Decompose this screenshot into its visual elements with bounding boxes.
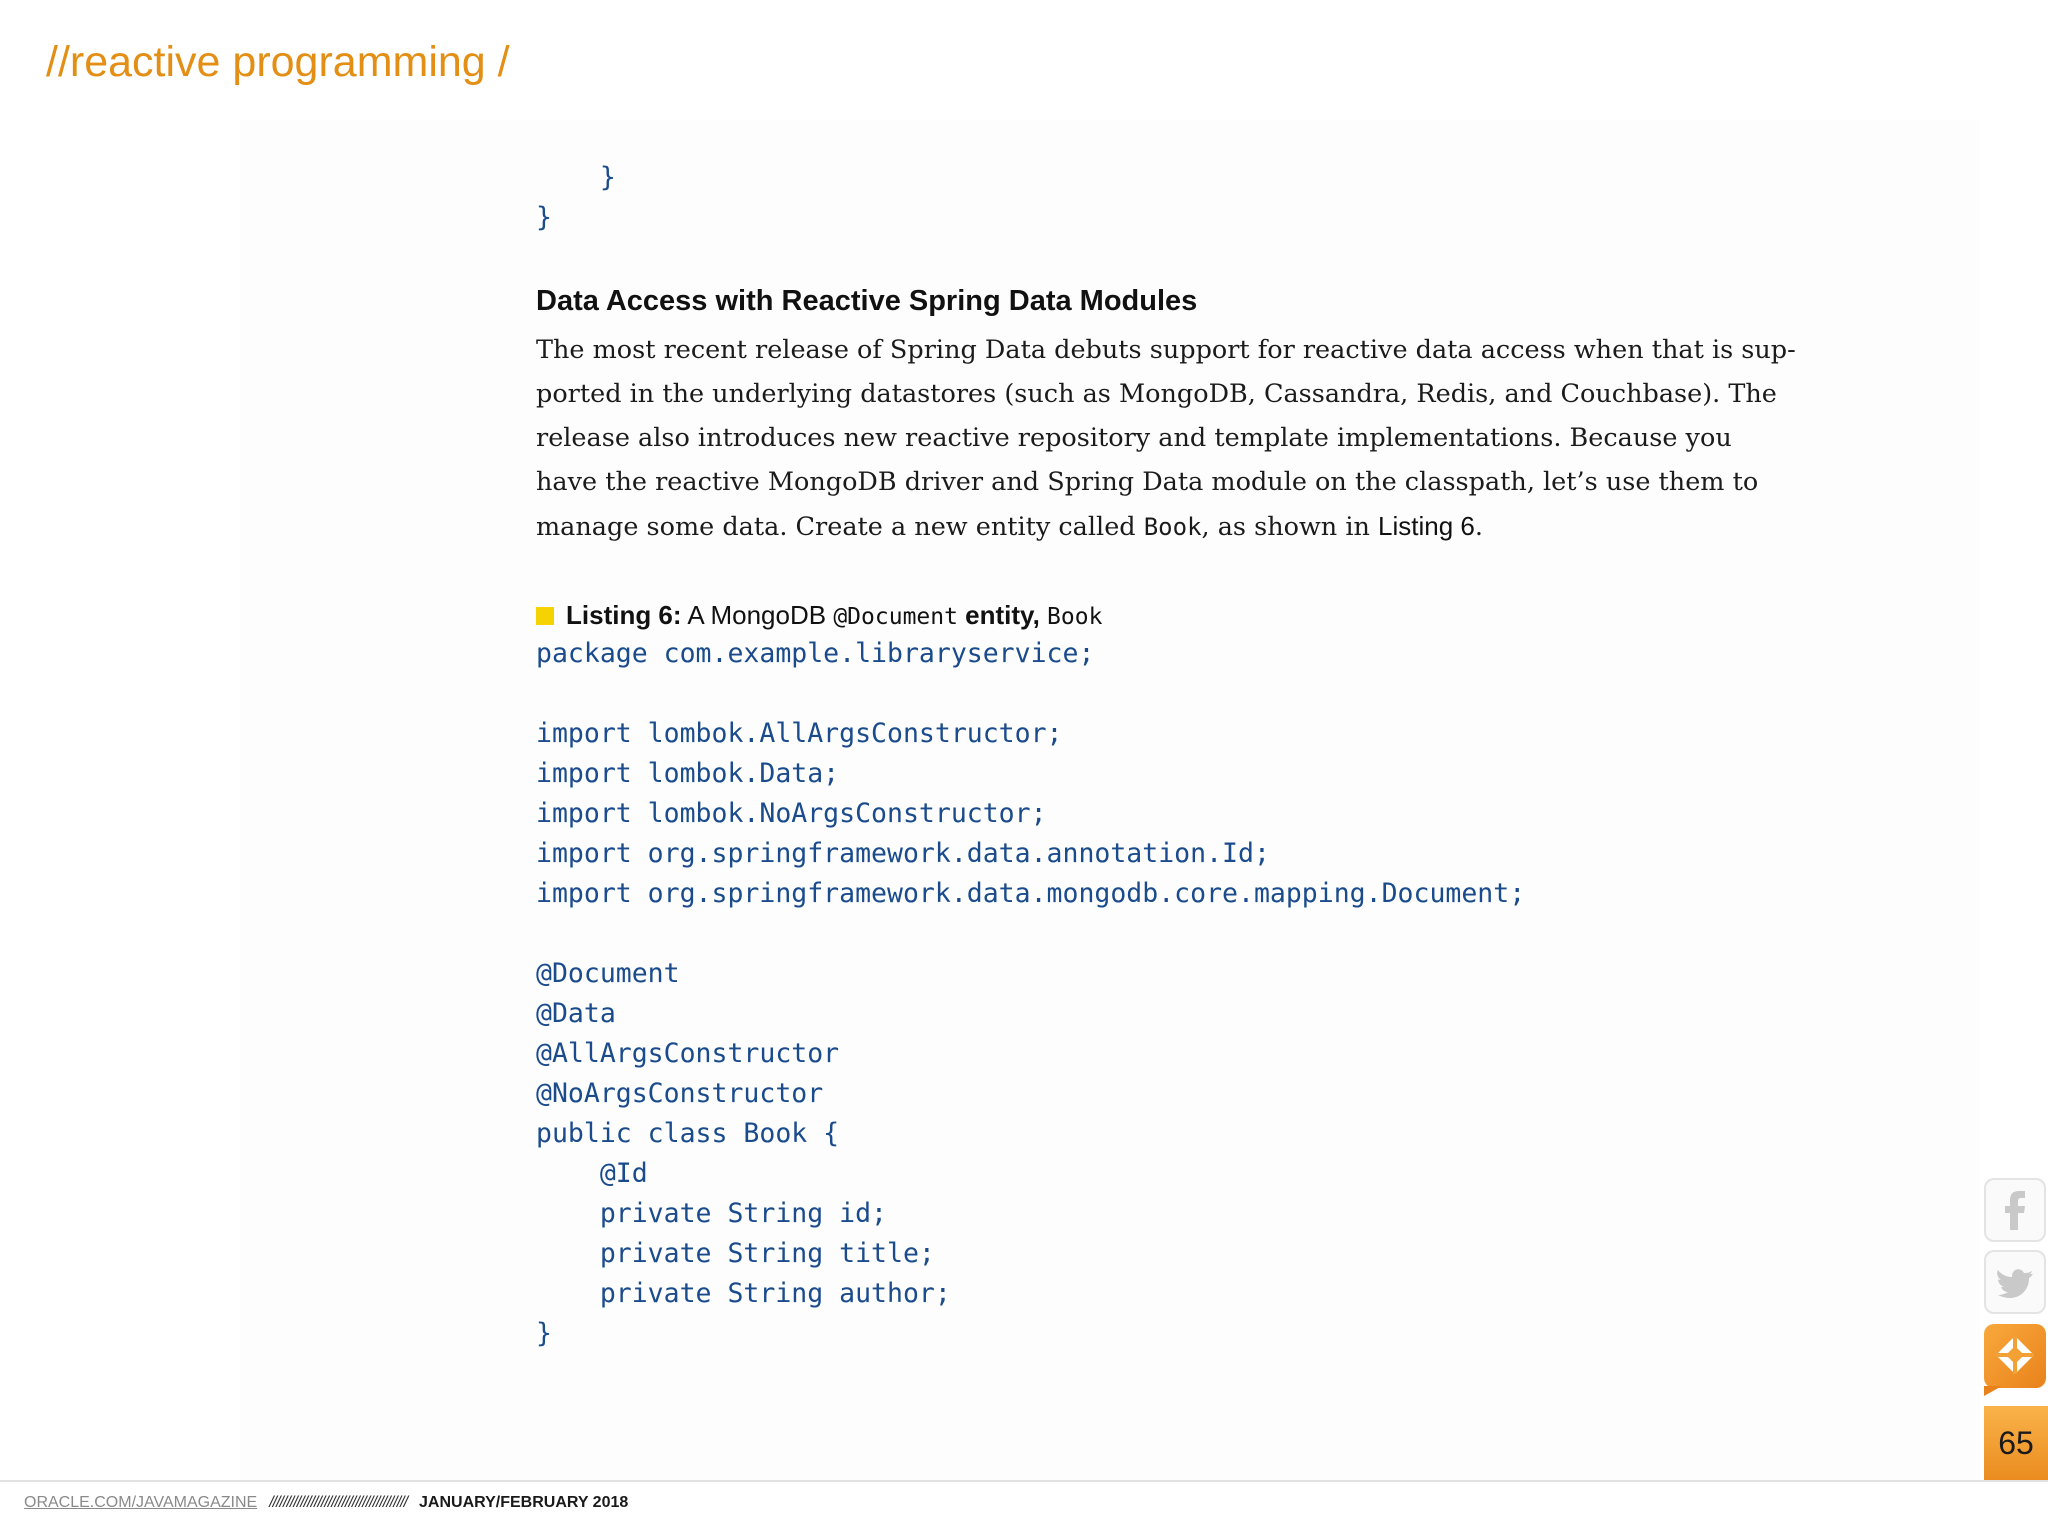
twitter-button[interactable]: [1984, 1250, 2046, 1314]
listing-caption: [536, 595, 1102, 635]
code-line: }: [536, 1318, 552, 1349]
footer-issue-date: JANUARY/FEBRUARY 2018: [419, 1494, 629, 1511]
share-button[interactable]: [1984, 1324, 2046, 1388]
code-line: package com.example.libraryservice;: [536, 638, 1095, 669]
section-label: //reactive programming /: [46, 38, 510, 86]
share-tail: [1984, 1386, 2002, 1396]
body-line: have the reactive MongoDB driver and Spring Data module on the classpath, let’s use them to: [536, 467, 1759, 497]
facebook-button[interactable]: [1984, 1178, 2046, 1242]
inline-code: Book: [1143, 513, 1202, 541]
code-line: private String title;: [536, 1238, 935, 1269]
code-line: @Id: [536, 1158, 648, 1189]
body-line: ported in the underlying datastores (such as MongoDB, Cassandra, Redis, and Couchbase). The: [536, 379, 1777, 409]
listing-label: Listing 6:: [566, 600, 682, 630]
code-line: }: [536, 202, 552, 233]
share-icon: [1984, 1324, 2046, 1388]
section-heading: Data Access with Reactive Spring Data Modules: [536, 285, 1198, 317]
code-line: @Document: [536, 958, 680, 989]
body-text-fragment: .: [1474, 512, 1483, 542]
caption-code: Book: [1047, 604, 1103, 630]
caption-marker-icon: [536, 607, 554, 625]
code-line: import lombok.Data;: [536, 758, 840, 789]
caption-code: @Document: [833, 604, 958, 630]
caption-text: A MongoDB: [681, 600, 834, 630]
code-block-top: [536, 158, 616, 238]
code-line: private String id;: [536, 1198, 887, 1229]
twitter-icon: [1986, 1252, 2044, 1312]
code-line: import org.springframework.data.annotation.Id;: [536, 838, 1270, 869]
body-text-fragment: manage some data. Create a new entity called: [536, 512, 1144, 542]
code-line: @Data: [536, 998, 616, 1029]
footer: [24, 1494, 628, 1512]
code-line: import org.springframework.data.mongodb.core.mapping.Document;: [536, 878, 1526, 909]
caption-text-bold: entity,: [957, 600, 1048, 630]
footer-link[interactable]: ORACLE.COM/JAVAMAGAZINE: [24, 1494, 258, 1511]
body-text-fragment: , as shown in: [1201, 512, 1379, 542]
code-line: import lombok.AllArgsConstructor;: [536, 718, 1063, 749]
code-line: public class Book {: [536, 1118, 840, 1149]
body-line: release also introduces new reactive repository and template implementations. Because you: [536, 423, 1732, 453]
page-number: 65: [1998, 1425, 2034, 1461]
code-line: [536, 674, 1525, 714]
code-line: }: [536, 162, 616, 193]
footer-divider: [0, 1480, 2048, 1482]
code-line: import lombok.NoArgsConstructor;: [536, 798, 1047, 829]
footer-separator: ////////////////////////////////////////: [269, 1494, 408, 1511]
body-paragraph: [536, 328, 1796, 548]
facebook-icon: [1986, 1180, 2044, 1240]
body-line-last: [536, 504, 1766, 548]
page-number-tab: [1984, 1406, 2048, 1480]
code-line: [536, 914, 1525, 954]
code-line: @AllArgsConstructor: [536, 1038, 840, 1069]
body-line: The most recent release of Spring Data debuts support for reactive data access when that is sup-: [536, 335, 1796, 365]
code-listing: [536, 634, 1525, 1354]
code-line: @NoArgsConstructor: [536, 1078, 824, 1109]
listing-reference-link[interactable]: Listing 6: [1378, 511, 1475, 541]
code-line: private String author;: [536, 1278, 951, 1309]
